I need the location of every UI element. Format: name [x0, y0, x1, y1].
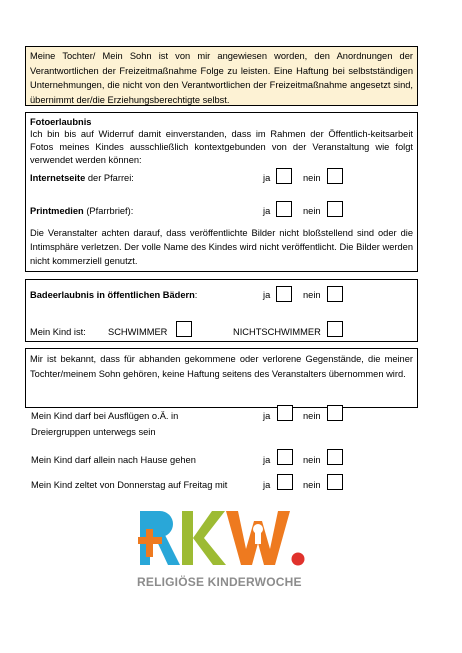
overnight-ja-label: ja	[263, 480, 271, 490]
bathing-ja-checkbox[interactable]	[276, 286, 292, 302]
swimmer-checkbox[interactable]	[176, 321, 192, 337]
photo-heading: Fotoerlaubnis	[30, 117, 92, 127]
overnight-ja-checkbox[interactable]	[277, 474, 293, 490]
print-nein-checkbox[interactable]	[327, 201, 343, 217]
bathing-ja-label: ja	[263, 290, 271, 300]
nonswimmer-label: NICHTSCHWIMMER	[233, 327, 321, 337]
photo-intro: Ich bin bis auf Widerruf damit einverstanden, dass im Rahmen der Öffentlich-keitsarbeit Fotos meines Kindes ausschließlich kontextgebunden von der Veranstaltung wie folgt verwendet werden können:	[30, 129, 413, 165]
overnight-label: Mein Kind zeltet von Donnerstag auf Freitag mit	[31, 480, 228, 490]
bathing-heading: Badeerlaubnis in öffentlichen Bädern:	[30, 290, 198, 300]
print-label: Printmedien (Pfarrbrief):	[30, 206, 134, 216]
lost-items-box	[25, 348, 418, 408]
excursion-ja-checkbox[interactable]	[277, 405, 293, 421]
internet-ja-checkbox[interactable]	[276, 168, 292, 184]
child-is-label: Mein Kind ist:	[30, 327, 86, 337]
overnight-nein-label: nein	[303, 480, 321, 490]
bathing-nein-label: nein	[303, 290, 321, 300]
home-alone-ja-label: ja	[263, 455, 271, 465]
disclaimer-text: Meine Tochter/ Mein Sohn ist von mir angewiesen worden, den Anordnungen der Verantwortlichen der Freizeitmaßnahme Folge zu leisten. Eine Haftung bei selbstständigen Unternehmungen, die nicht von den Verantwortlichen der Freizeitmaßnahme angesetzt sind, übernimmt der/die Erziehungsberechtigte selbst.	[30, 51, 413, 106]
internet-nein-label: nein	[303, 173, 321, 183]
excursion-label-line1: Mein Kind darf bei Ausflügen o.Ä. in	[31, 411, 179, 421]
overnight-nein-checkbox[interactable]	[327, 474, 343, 490]
logo-subtitle: RELIGIÖSE KINDERWOCHE	[137, 575, 302, 589]
excursion-nein-checkbox[interactable]	[327, 405, 343, 421]
internet-ja-label: ja	[263, 173, 271, 183]
home-alone-nein-checkbox[interactable]	[327, 449, 343, 465]
swimmer-label: SCHWIMMER	[108, 327, 168, 337]
internet-label: Internetseite der Pfarrei:	[30, 173, 134, 183]
photo-permission-box	[25, 112, 418, 272]
photo-note: Die Veranstalter achten darauf, dass veröffentlichte Bilder nicht bloßstellend sind oder die Intimsphäre verletzen. Der volle Name des Kindes wird nicht veröffentlicht. Die Bilder werden nicht kommerziell genutzt.	[30, 228, 413, 266]
home-alone-label: Mein Kind darf allein nach Hause gehen	[31, 455, 196, 465]
excursion-nein-label: nein	[303, 411, 321, 421]
home-alone-nein-label: nein	[303, 455, 321, 465]
rkw-logo	[138, 507, 308, 569]
print-nein-label: nein	[303, 206, 321, 216]
home-alone-ja-checkbox[interactable]	[277, 449, 293, 465]
excursion-label-line2: Dreiergruppen unterwegs sein	[31, 427, 156, 437]
excursion-ja-label: ja	[263, 411, 271, 421]
disclaimer-box	[25, 46, 418, 106]
print-ja-label: ja	[263, 206, 271, 216]
bathing-nein-checkbox[interactable]	[327, 286, 343, 302]
bathing-permission-box	[25, 279, 418, 342]
nonswimmer-checkbox[interactable]	[327, 321, 343, 337]
lost-items-text: Mir ist bekannt, dass für abhanden gekommene oder verlorene Gegenstände, die meiner Tochter/meinem Sohn gehören, keine Haftung seitens des Veranstalters übernommen wird.	[30, 354, 413, 379]
print-ja-checkbox[interactable]	[276, 201, 292, 217]
internet-nein-checkbox[interactable]	[327, 168, 343, 184]
